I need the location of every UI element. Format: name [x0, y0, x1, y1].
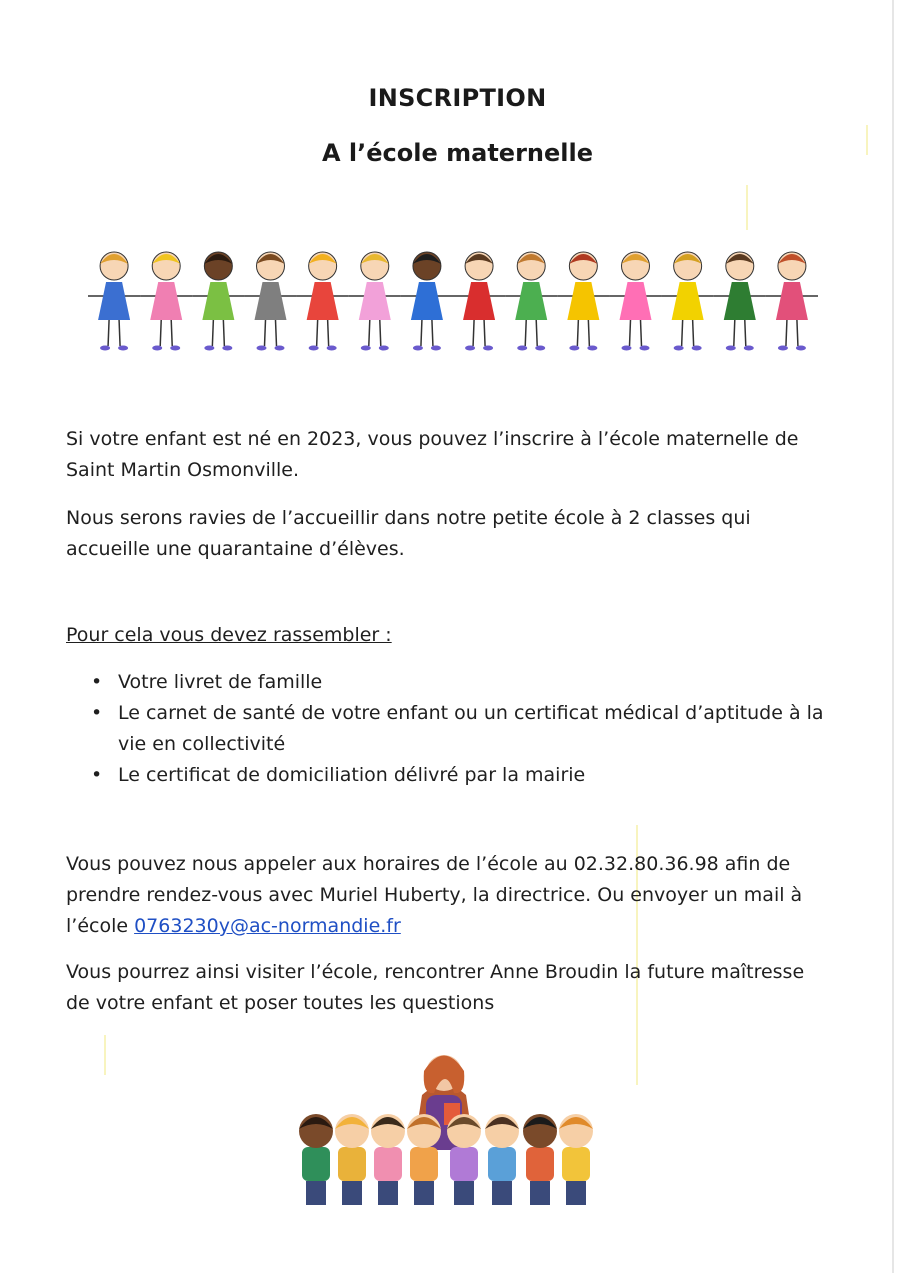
children-holding-hands-icon — [88, 238, 818, 358]
child-figure — [766, 252, 818, 351]
child-figure — [662, 252, 714, 351]
page-edge — [892, 0, 894, 1273]
child-figure — [297, 252, 349, 351]
email-link[interactable]: 0763230y@ac-normandie.fr — [134, 915, 401, 937]
intro-paragraph — [66, 424, 846, 486]
list-item-text: Le certificat de domiciliation délivré par la mairie — [118, 764, 586, 786]
child-figure — [485, 1114, 519, 1205]
page-subtitle: A l’école maternelle — [321, 139, 593, 167]
child-figure — [453, 252, 505, 351]
intro-line-2: Saint Martin Osmonville. — [66, 459, 300, 481]
list-item — [66, 698, 856, 760]
child-figure — [192, 252, 244, 351]
child-figure — [447, 1114, 481, 1205]
child-figure — [714, 252, 766, 351]
contact-line-3-prefix: l’école — [66, 915, 135, 937]
child-figure — [140, 252, 192, 351]
child-figure — [609, 252, 661, 351]
child-figure — [505, 252, 557, 351]
child-figure — [349, 252, 401, 351]
child-figure — [523, 1114, 557, 1205]
child-figure — [244, 252, 296, 351]
list-item-text: Votre livret de famille — [118, 671, 323, 693]
school-line-2: accueille une quarantaine d’élèves. — [66, 538, 405, 560]
visit-line-1: Vous pourrez ainsi visiter l’école, rencontrer Anne Broudin la future maîtresse — [66, 961, 805, 983]
child-figure — [371, 1114, 405, 1205]
intro-line-1: Si votre enfant est né en 2023, vous pouvez l’inscrire à l’école maternelle de — [66, 428, 799, 450]
list-item-text: Le carnet de santé de votre enfant ou un certificat médical d’aptitude à la — [118, 702, 824, 724]
school-paragraph — [66, 503, 846, 565]
visit-line-2: de votre enfant et poser toutes les questions — [66, 992, 495, 1014]
list-item — [66, 760, 856, 791]
child-figure — [299, 1114, 333, 1205]
contact-line-1: Vous pouvez nous appeler aux horaires de l’école au 02.32.80.36.98 afin de — [66, 853, 791, 875]
scan-mark — [746, 185, 748, 230]
bullet-icon: • — [91, 764, 103, 786]
contact-paragraph — [66, 849, 846, 942]
scan-mark — [104, 1035, 106, 1075]
contact-line-2: prendre rendez-vous avec Muriel Huberty, la directrice. Ou envoyer un mail à — [66, 884, 803, 906]
school-line-1: Nous serons ravies de l’accueillir dans notre petite école à 2 classes qui — [66, 507, 751, 529]
list-item-text: vie en collectivité — [118, 733, 286, 755]
bullet-icon: • — [91, 702, 103, 724]
child-figure — [557, 252, 609, 351]
bullet-icon: • — [91, 671, 103, 693]
visit-paragraph — [66, 957, 846, 1019]
list-item — [66, 667, 856, 698]
child-figure — [559, 1114, 593, 1205]
child-figure — [88, 252, 140, 351]
child-figure — [401, 252, 453, 351]
page-title: INSCRIPTION — [368, 84, 547, 112]
child-figure — [335, 1114, 369, 1205]
child-figure — [407, 1114, 441, 1205]
documents-list — [66, 667, 856, 791]
documents-heading: Pour cela vous devez rassembler : — [66, 624, 392, 646]
teacher-with-children-icon — [294, 1035, 604, 1215]
